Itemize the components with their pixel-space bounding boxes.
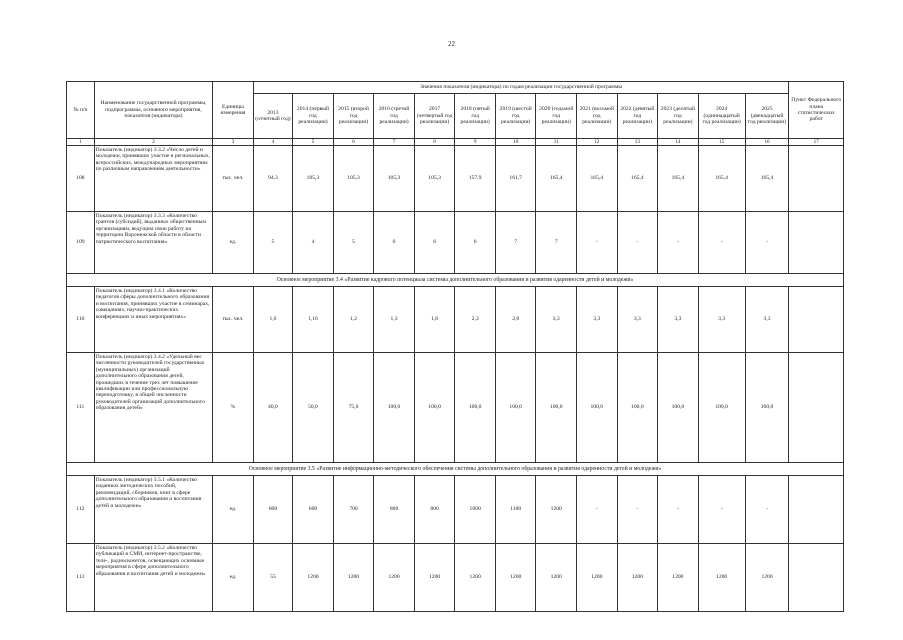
header-year: 2023 (десятый год реализации) — [658, 94, 699, 139]
value-cell: 1200 — [577, 544, 618, 612]
value-cell: 600 — [253, 476, 292, 544]
value-cell: 165,4 — [536, 146, 577, 212]
column-number: 11 — [536, 139, 577, 146]
row-number: 110 — [67, 287, 95, 353]
table-row — [67, 212, 844, 274]
header-year: 2025 (двенадцатый год реализации) — [745, 94, 789, 139]
value-cell: 100,0 — [374, 353, 415, 463]
value-cell: 2,3 — [455, 287, 496, 353]
value-cell: 7 — [536, 212, 577, 274]
row-number: 113 — [67, 544, 95, 612]
value-cell: 1,0 — [253, 287, 292, 353]
header-year: 2022 (девятый год реализации) — [617, 94, 658, 139]
value-cell: 100,0 — [698, 353, 745, 463]
table-row — [67, 544, 844, 612]
value-cell: 157,9 — [455, 146, 496, 212]
section-row — [67, 274, 844, 287]
indicator-name: Показатель (индикатор) 3.4.1 «Количество педагогов сферы дополнительного образования и воспитания, принявших участие в семинарах, совещаниях, научно-практических конференциях и иных мероприятиях» — [94, 287, 212, 353]
indicator-name: Показатель (индикатор) 3.3.2 «Число детей и молодежи, принявших участие в региональных, всероссийских, международных мероприятиях по различным направлениям деятельности» — [94, 146, 212, 212]
header-year: 2024 (одиннадцатый год реализации) — [698, 94, 745, 139]
value-cell: - — [577, 476, 618, 544]
indicator-name: Показатель (индикатор) 3.3.3 «Количество грантов (субсидий), выданных общественным организациям, ведущим свою работу на территории Воронежской области в области патриотического воспитания» — [94, 212, 212, 274]
value-cell: - — [658, 212, 699, 274]
column-number: 14 — [658, 139, 699, 146]
header-year: 2020 (седьмой год реализации) — [536, 94, 577, 139]
column-number: 6 — [333, 139, 374, 146]
plan-cell — [789, 476, 844, 544]
value-cell: 1200 — [658, 544, 699, 612]
header-plan-item: Пункт Федерального плана статистических работ — [789, 82, 844, 139]
column-number: 5 — [293, 139, 334, 146]
table-row — [67, 353, 844, 463]
value-cell: - — [745, 476, 789, 544]
value-cell: 800 — [374, 476, 415, 544]
unit-cell: тыс. чел. — [213, 287, 254, 353]
value-cell: 75,0 — [333, 353, 374, 463]
header-row-column-numbers — [67, 139, 844, 146]
value-cell: 165,4 — [617, 146, 658, 212]
plan-cell — [789, 212, 844, 274]
value-cell: 1200 — [698, 544, 745, 612]
plan-cell — [789, 287, 844, 353]
indicators-table — [66, 81, 844, 612]
value-cell: 1200 — [414, 544, 455, 612]
plan-cell — [789, 146, 844, 212]
value-cell: 1200 — [536, 476, 577, 544]
value-cell: 94,3 — [253, 146, 292, 212]
header-values-group: Значения показателя (индикатора) по годам реализации государственной программы — [253, 82, 789, 94]
header-name: Наименование государственной программы, подпрограммы, основного мероприятия, показателя (индикатора) — [94, 82, 212, 139]
value-cell: 165,4 — [577, 146, 618, 212]
column-number: 3 — [213, 139, 254, 146]
unit-cell: ед. — [213, 212, 254, 274]
value-cell: - — [698, 476, 745, 544]
table-row — [67, 476, 844, 544]
value-cell: 100,0 — [455, 353, 496, 463]
value-cell: - — [658, 476, 699, 544]
row-number: 108 — [67, 146, 95, 212]
value-cell: 165,4 — [658, 146, 699, 212]
column-number: 16 — [745, 139, 789, 146]
value-cell: 105,3 — [414, 146, 455, 212]
value-cell: 6 — [414, 212, 455, 274]
value-cell: 1200 — [455, 544, 496, 612]
column-number: 17 — [789, 139, 844, 146]
column-number: 15 — [698, 139, 745, 146]
column-number: 4 — [253, 139, 292, 146]
value-cell: - — [577, 212, 618, 274]
value-cell: 1000 — [455, 476, 496, 544]
value-cell: 1200 — [293, 544, 334, 612]
value-cell: 55 — [253, 544, 292, 612]
plan-cell — [789, 353, 844, 463]
value-cell: 105,3 — [374, 146, 415, 212]
section-title: Основное мероприятие 3.5 «Развитие информационно-методического обеспечения системы дополнительного образования и развития одаренности детей и молодежи» — [67, 463, 844, 476]
value-cell: 700 — [333, 476, 374, 544]
column-number: 9 — [455, 139, 496, 146]
value-cell: 0 — [374, 212, 415, 274]
value-cell: 800 — [414, 476, 455, 544]
value-cell: 1200 — [333, 544, 374, 612]
value-cell: - — [617, 476, 658, 544]
value-cell: 1200 — [495, 544, 536, 612]
value-cell: 1200 — [536, 544, 577, 612]
unit-cell: ед. — [213, 476, 254, 544]
value-cell: - — [617, 212, 658, 274]
value-cell: 4 — [293, 212, 334, 274]
header-row-1 — [67, 82, 844, 94]
column-number: 13 — [617, 139, 658, 146]
header-num: № п/п — [67, 82, 95, 139]
column-number: 2 — [94, 139, 212, 146]
unit-cell: тыс. чел. — [213, 146, 254, 212]
value-cell: 100,0 — [577, 353, 618, 463]
value-cell: 2,8 — [495, 287, 536, 353]
value-cell: 3,3 — [577, 287, 618, 353]
indicator-name: Показатель (индикатор) 3.5.2 «Количество публикаций в СМИ, интернет-пространстве, теле-, радиосюжетов, освещающих основные мероприятия в сфере дополнительного образования и воспитания детей и молодежи» — [94, 544, 212, 612]
value-cell: 1,3 — [374, 287, 415, 353]
value-cell: 5 — [253, 212, 292, 274]
unit-cell: ед. — [213, 544, 254, 612]
unit-cell: % — [213, 353, 254, 463]
column-number: 10 — [495, 139, 536, 146]
section-row — [67, 463, 844, 476]
value-cell: 100,0 — [745, 353, 789, 463]
value-cell: 6 — [455, 212, 496, 274]
value-cell: 1,16 — [293, 287, 334, 353]
value-cell: 105,3 — [333, 146, 374, 212]
header-year: 2019 (шестой год реализации) — [495, 94, 536, 139]
value-cell: 3,3 — [536, 287, 577, 353]
header-year: 2018 (пятый год реализации) — [455, 94, 496, 139]
value-cell: 1200 — [745, 544, 789, 612]
value-cell: 3,3 — [698, 287, 745, 353]
header-year: 2013 (отчетный год) — [253, 94, 292, 139]
column-number: 1 — [67, 139, 95, 146]
value-cell: 1100 — [495, 476, 536, 544]
plan-cell — [789, 544, 844, 612]
value-cell: 161,7 — [495, 146, 536, 212]
header-year: 2021 (восьмой год реализации) — [577, 94, 618, 139]
row-number: 112 — [67, 476, 95, 544]
value-cell: 7 — [495, 212, 536, 274]
table-row — [67, 146, 844, 212]
table-row — [67, 287, 844, 353]
value-cell: 50,0 — [293, 353, 334, 463]
value-cell: 3,3 — [658, 287, 699, 353]
value-cell: 1,2 — [333, 287, 374, 353]
column-number: 8 — [414, 139, 455, 146]
value-cell: 3,3 — [617, 287, 658, 353]
header-unit: Единицы измерения — [213, 82, 254, 139]
header-year: 2015 (второй год реализации) — [333, 94, 374, 139]
value-cell: 100,0 — [495, 353, 536, 463]
value-cell: 100,0 — [658, 353, 699, 463]
header-year: 2014 (первый год реализации) — [293, 94, 334, 139]
header-year: 2016 (третий год реализации) — [374, 94, 415, 139]
header-year: 2017 (четвертый год реализации) — [414, 94, 455, 139]
section-title: Основное мероприятие 3.4 «Развитие кадрового потенциала системы дополнительного образования и развития одаренности детей и молодежи» — [67, 274, 844, 287]
value-cell: 1,8 — [414, 287, 455, 353]
value-cell: 165,4 — [698, 146, 745, 212]
value-cell: 100,0 — [617, 353, 658, 463]
value-cell: - — [745, 212, 789, 274]
indicator-name: Показатель (индикатор) 3.4.2 «Удельный вес численности руководителей государственных (муниципальных) организаций дополнительного образования детей, прошедших в течение трех лет повышение квалификации или профессиональную переподготовку, в общей численности руководителей организаций дополнительного образования детей» — [94, 353, 212, 463]
value-cell: - — [698, 212, 745, 274]
value-cell: 1200 — [617, 544, 658, 612]
value-cell: 100,0 — [414, 353, 455, 463]
value-cell: 105,3 — [293, 146, 334, 212]
value-cell: 5 — [333, 212, 374, 274]
row-number: 109 — [67, 212, 95, 274]
value-cell: 40,0 — [253, 353, 292, 463]
column-number: 7 — [374, 139, 415, 146]
value-cell: 100,0 — [536, 353, 577, 463]
row-number: 111 — [67, 353, 95, 463]
value-cell: 1200 — [374, 544, 415, 612]
value-cell: 3,3 — [745, 287, 789, 353]
value-cell: 600 — [293, 476, 334, 544]
page-number: 22 — [448, 40, 455, 48]
indicator-name: Показатель (индикатор) 3.5.1 «Количество изданных методических пособий, рекомендаций, сборников, книг в сфере дополнительного образования и воспитания детей и молодежи» — [94, 476, 212, 544]
value-cell: 165,4 — [745, 146, 789, 212]
column-number: 12 — [577, 139, 618, 146]
